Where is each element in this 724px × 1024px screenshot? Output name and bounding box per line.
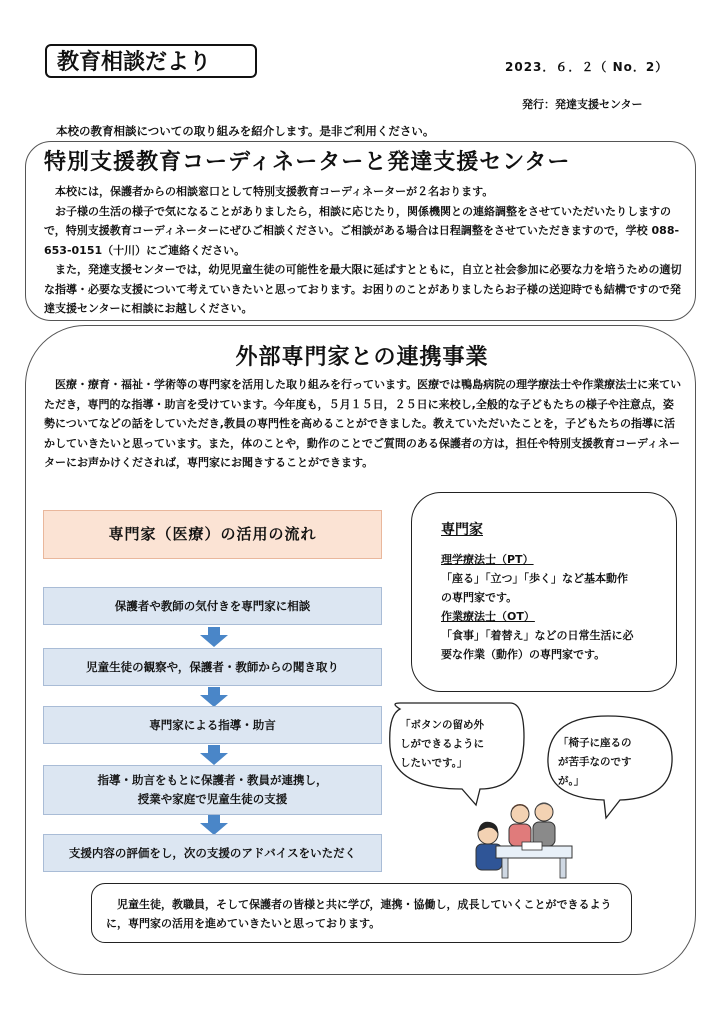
coordinator-section-title: 特別支援教育コーディネーターと発達支援センター — [44, 150, 571, 175]
flow-step-2 — [43, 648, 382, 686]
coordinator-paragraph: お子様の生活の様子で気になることがありましたら，相談に応じたり，関係機関との連絡調整をさせていただいたりしますので，特別支援教育コーディネーターにぜひご相談ください。ご相談がある場合は日程調整をさせていただきますので，学校 088-653-0151（十川）にご連絡ください。 — [44, 204, 680, 257]
closing-message: 児童生徒，教職員，そして保護者の皆様と共に学び，連携・協働し，成長していくことができるように，専門家の活用を進めていきたいと思っております。 — [91, 883, 632, 943]
bubble-line: が苦手なのです — [558, 756, 632, 768]
issue-date: 2023．６．２（ No．2） — [505, 60, 669, 74]
flow-step-label: 保護者や教師の気付きを専門家に相談 — [114, 598, 311, 613]
speech-bubble-right-text — [558, 734, 632, 791]
speech-bubble-left-text — [400, 716, 484, 773]
pt-description: の専門家です。 — [441, 591, 518, 604]
flow-step-3 — [43, 706, 382, 744]
intro-text: 本校の教育相談についての取り組みを紹介します。是非ご利用ください。 — [56, 124, 435, 138]
bubble-line: したいです。」 — [400, 757, 468, 769]
newsletter-title: 教育相談だより — [45, 44, 257, 78]
down-arrow-icon — [199, 815, 229, 835]
flow-step-4 — [43, 765, 382, 815]
flow-heading: 専門家（医療）の活用の流れ — [43, 510, 382, 559]
bubble-line: が。」 — [558, 775, 585, 787]
experts-description — [441, 550, 666, 664]
bubble-line: しができるように — [400, 738, 484, 750]
coordinator-section-body — [44, 182, 684, 319]
consultation-illustration — [466, 792, 576, 880]
external-expert-section-body: 医療・療育・福祉・学術等の専門家を活用した取り組みを行っています。医療では鴨島病院の理学療法士や作業療法士に来ていただき，専門的な指導・助言を受けています。今年度も，５月１５日，２５日に来校し,全般的な子どもたちの様子や注意点，姿勢についてなどの話をしていただき,教員の専門性を高めることができました。教えていただいたことを，子どもたちの指導に活かしていきたいと思っています。また，体のことや，動作のことでご質問のある保護者の方は，担任や特別支援教育コーディネーターにお声かけくだされば，専門家にお聞きすることができます。 — [44, 378, 682, 469]
flow-step-5 — [43, 834, 382, 872]
ot-description: 要な作業（動作）の専門家です。 — [441, 648, 606, 661]
flow-step-label: 支援内容の評価をし，次の支援のアドバイスをいただく — [68, 845, 357, 860]
ot-description: 「食事」「着替え」などの日常生活に必 — [441, 629, 634, 642]
coordinator-paragraph: 本校には，保護者からの相談窓口として特別支援教育コーディネーターが２名おります。 — [55, 185, 494, 198]
coordinator-paragraph: また，発達支援センターでは，幼児児童生徒の可能性を最大限に延ばすとともに，自立と社会参加に必要な力を培うための適切な指導・必要な支援について考えていきたいと思っております。お困りのことがありましたらお子様の送迎時でも結構ですので発達支援センターに相談にお越しください。 — [44, 263, 682, 315]
publisher: 発行：発達支援センター — [522, 98, 643, 111]
external-expert-section-title: 外部専門家との連携事業 — [235, 345, 489, 370]
flow-step-label: 専門家による指導・助言 — [149, 717, 276, 732]
bubble-line: 「ボタンの留め外 — [400, 719, 484, 731]
down-arrow-icon — [199, 745, 229, 765]
down-arrow-icon — [199, 687, 229, 707]
experts-heading: 専門家 — [441, 522, 483, 538]
pt-description: 「座る」「立つ」「歩く」など基本動作 — [441, 572, 628, 585]
down-arrow-icon — [199, 627, 229, 647]
pt-title: 理学療法士（PT） — [441, 553, 534, 566]
bubble-line: 「椅子に座るの — [558, 737, 632, 749]
flow-step-label: 授業や家庭で児童生徒の支援 — [137, 792, 288, 806]
flow-step-label: 指導・助言をもとに保護者・教員が連携し， — [97, 773, 328, 787]
flow-step-label: 児童生徒の観察や，保護者・教師からの聞き取り — [86, 659, 339, 674]
ot-title: 作業療法士（OT） — [441, 610, 535, 623]
flow-step-1 — [43, 587, 382, 625]
